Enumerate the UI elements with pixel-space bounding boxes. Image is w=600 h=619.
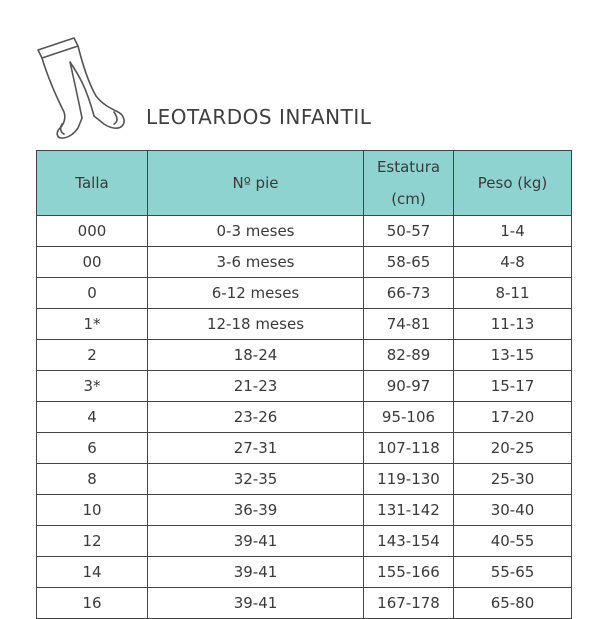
cell-talla: 00 — [37, 247, 148, 278]
cell-peso: 30-40 — [454, 495, 572, 526]
header-talla: Talla — [37, 151, 148, 216]
header-peso: Peso (kg) — [454, 151, 572, 216]
cell-peso: 13-15 — [454, 340, 572, 371]
cell-pie: 39-41 — [148, 588, 364, 619]
cell-peso: 65-80 — [454, 588, 572, 619]
cell-estatura: 143-154 — [364, 526, 454, 557]
table-row — [37, 526, 572, 557]
cell-pie: 21-23 — [148, 371, 364, 402]
cell-peso: 17-20 — [454, 402, 572, 433]
cell-pie: 39-41 — [148, 557, 364, 588]
cell-pie: 39-41 — [148, 526, 364, 557]
cell-estatura: 155-166 — [364, 557, 454, 588]
table-row — [37, 278, 572, 309]
cell-estatura: 119-130 — [364, 464, 454, 495]
table-row — [37, 557, 572, 588]
cell-pie: 6-12 meses — [148, 278, 364, 309]
cell-talla: 6 — [37, 433, 148, 464]
page-title: LEOTARDOS INFANTIL — [146, 105, 372, 129]
table-row — [37, 309, 572, 340]
cell-peso: 1-4 — [454, 216, 572, 247]
cell-estatura: 167-178 — [364, 588, 454, 619]
cell-pie: 12-18 meses — [148, 309, 364, 340]
size-table-container — [36, 150, 571, 619]
table-row — [37, 495, 572, 526]
cell-talla: 0 — [37, 278, 148, 309]
table-row — [37, 464, 572, 495]
cell-talla: 8 — [37, 464, 148, 495]
cell-peso: 40-55 — [454, 526, 572, 557]
table-header-row — [37, 151, 572, 216]
cell-estatura: 90-97 — [364, 371, 454, 402]
cell-talla: 10 — [37, 495, 148, 526]
cell-pie: 27-31 — [148, 433, 364, 464]
cell-talla: 16 — [37, 588, 148, 619]
table-row — [37, 247, 572, 278]
cell-estatura: 107-118 — [364, 433, 454, 464]
cell-talla: 2 — [37, 340, 148, 371]
cell-peso: 4-8 — [454, 247, 572, 278]
cell-estatura: 131-142 — [364, 495, 454, 526]
page-header — [0, 0, 600, 150]
tights-icon — [34, 32, 134, 144]
table-row — [37, 433, 572, 464]
table-row — [37, 402, 572, 433]
size-table — [36, 150, 572, 619]
cell-talla: 1* — [37, 309, 148, 340]
cell-estatura: 74-81 — [364, 309, 454, 340]
cell-pie: 3-6 meses — [148, 247, 364, 278]
cell-pie: 36-39 — [148, 495, 364, 526]
table-row — [37, 371, 572, 402]
cell-pie: 23-26 — [148, 402, 364, 433]
header-pie: Nº pie — [148, 151, 364, 216]
cell-peso: 20-25 — [454, 433, 572, 464]
cell-talla: 000 — [37, 216, 148, 247]
cell-pie: 18-24 — [148, 340, 364, 371]
cell-estatura: 58-65 — [364, 247, 454, 278]
cell-talla: 4 — [37, 402, 148, 433]
cell-estatura: 95-106 — [364, 402, 454, 433]
table-row — [37, 588, 572, 619]
cell-peso: 25-30 — [454, 464, 572, 495]
header-estatura: Estatura (cm) — [364, 151, 454, 216]
cell-estatura: 82-89 — [364, 340, 454, 371]
cell-peso: 55-65 — [454, 557, 572, 588]
cell-estatura: 50-57 — [364, 216, 454, 247]
cell-talla: 14 — [37, 557, 148, 588]
cell-estatura: 66-73 — [364, 278, 454, 309]
cell-peso: 15-17 — [454, 371, 572, 402]
cell-pie: 32-35 — [148, 464, 364, 495]
table-row — [37, 340, 572, 371]
table-row — [37, 216, 572, 247]
cell-pie: 0-3 meses — [148, 216, 364, 247]
cell-talla: 3* — [37, 371, 148, 402]
cell-peso: 8-11 — [454, 278, 572, 309]
cell-talla: 12 — [37, 526, 148, 557]
cell-peso: 11-13 — [454, 309, 572, 340]
